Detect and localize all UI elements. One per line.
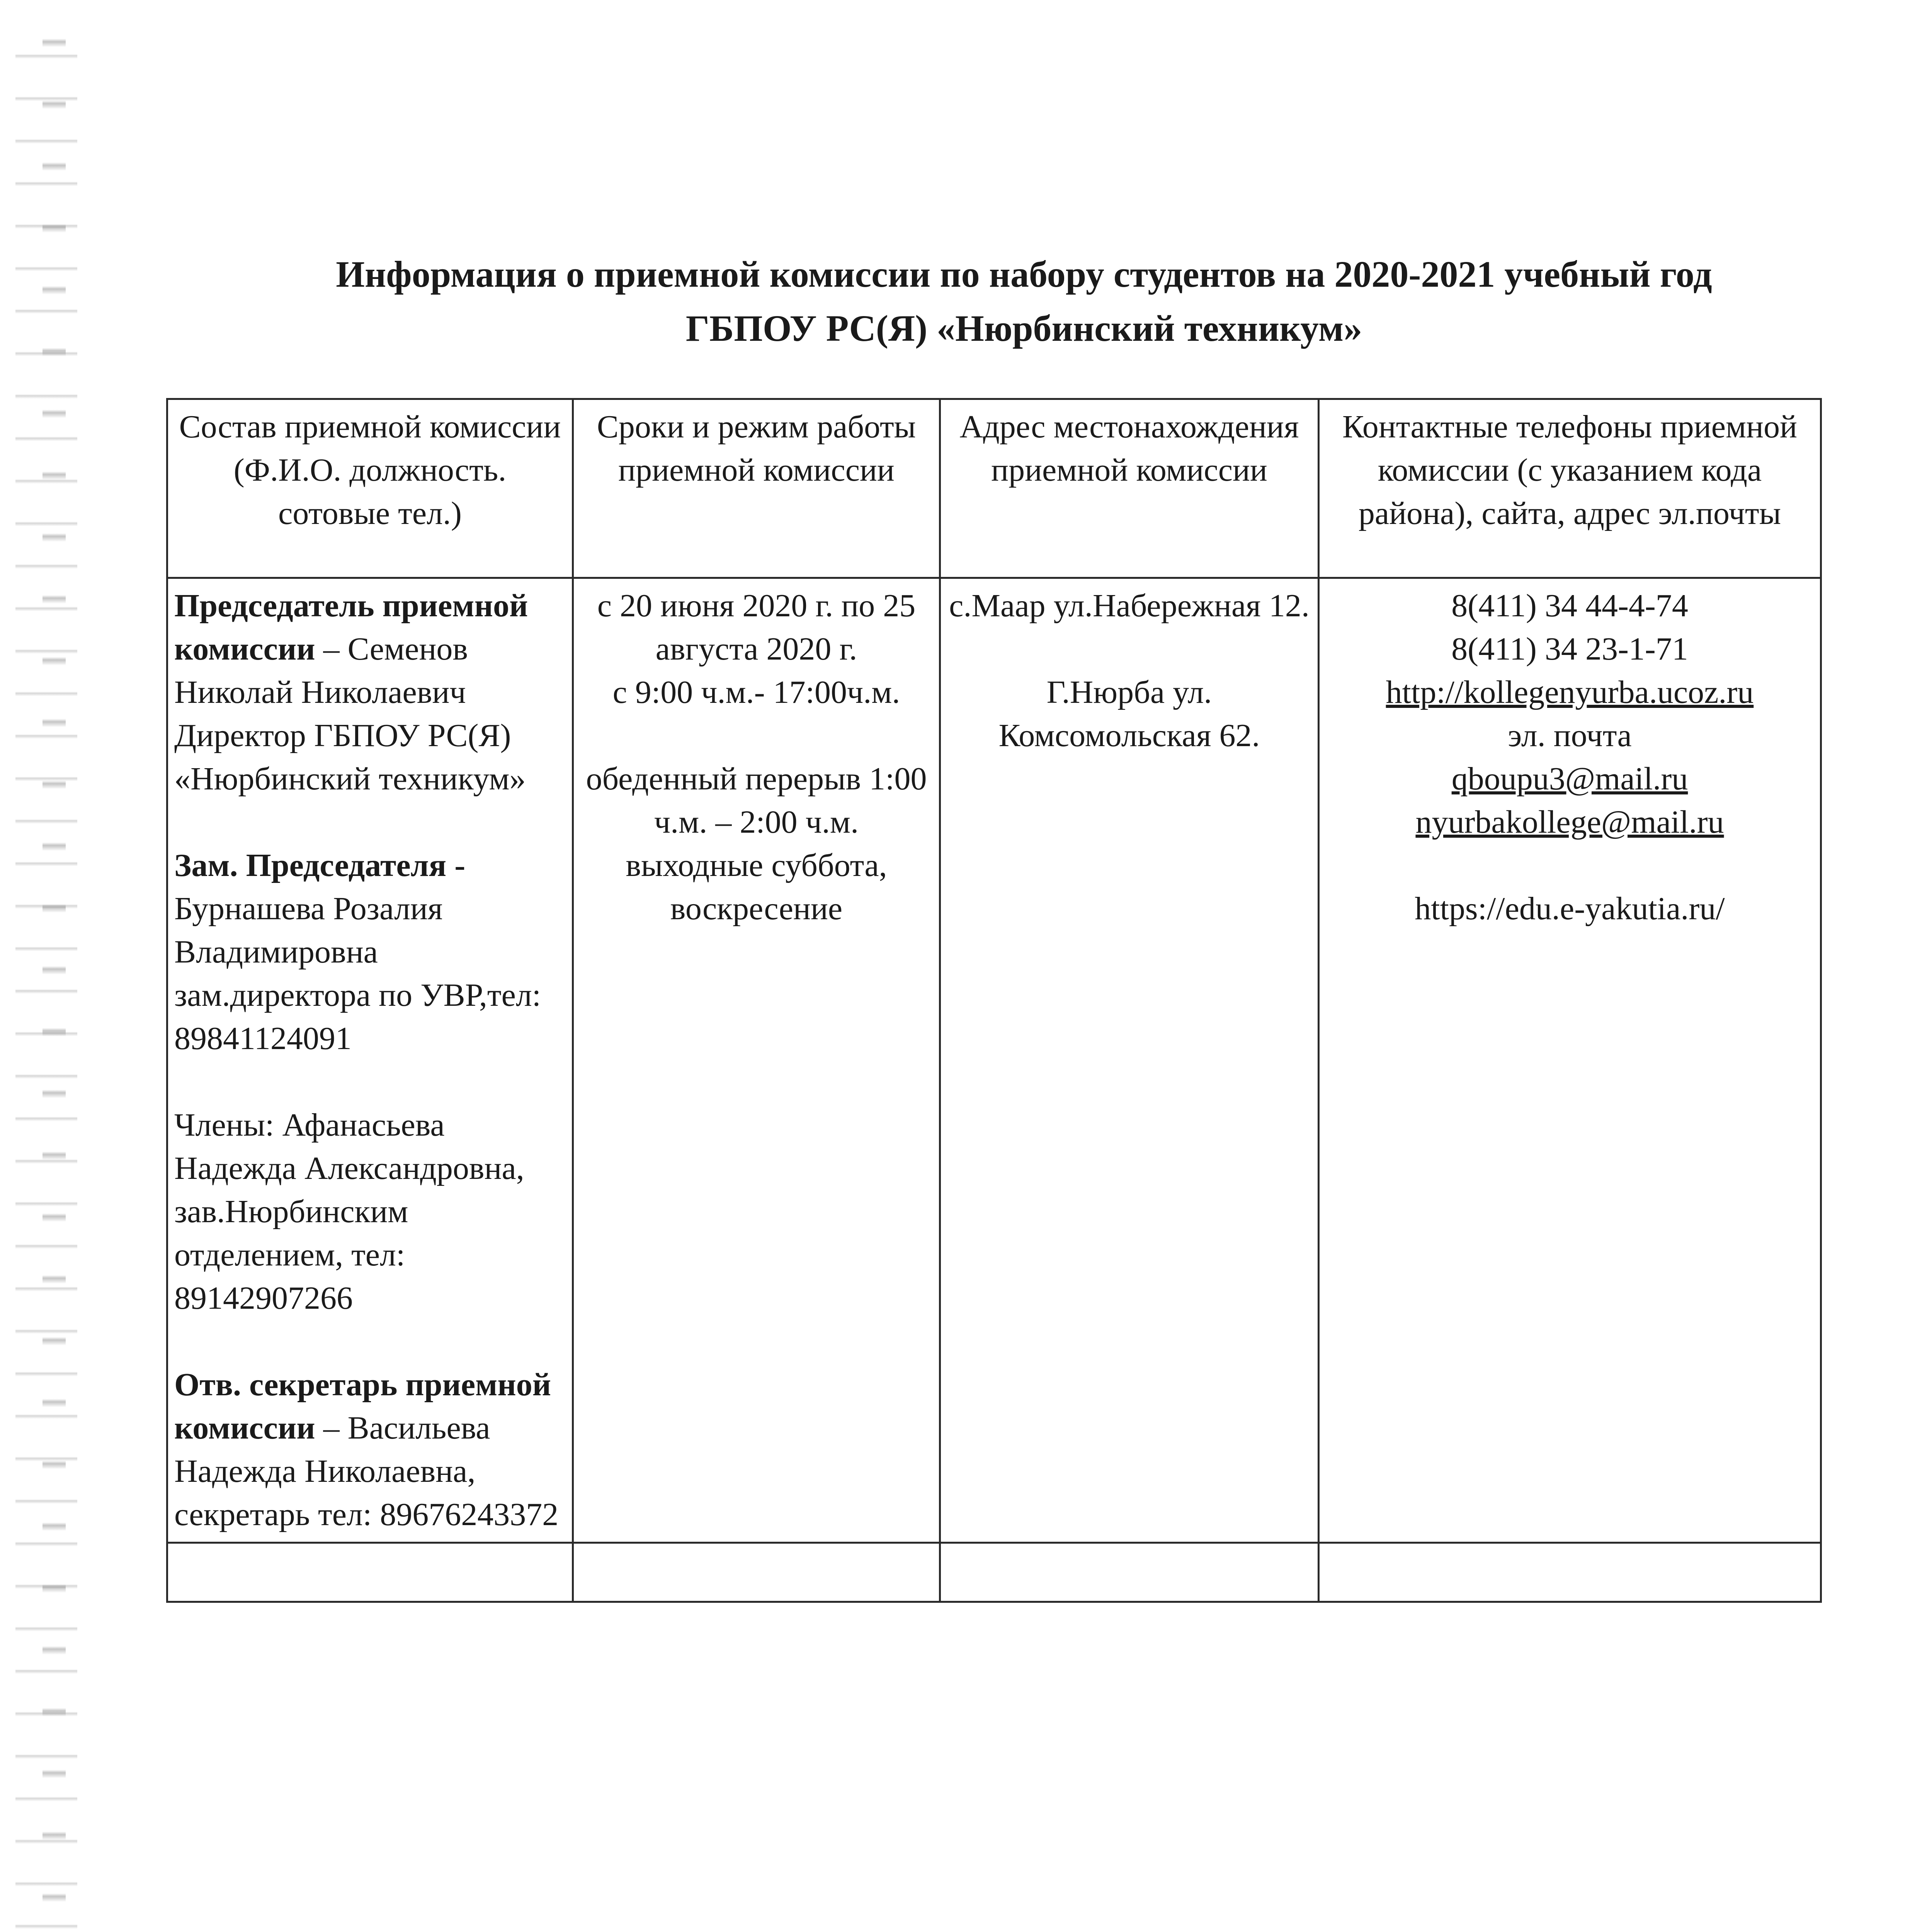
chair-text: – Семенов Николай Николаевич Директор ГБПОУ РС(Я) «Нюрбинский техникум» [174,631,526,797]
empty-cell [1319,1543,1821,1602]
admission-committee-table [166,398,1822,1603]
cell-address [940,578,1319,1543]
empty-cell [573,1543,940,1602]
document-title [270,247,1777,355]
title-line-1: Информация о приемной комиссии по набору студентов на 2020-2021 учебный год [336,253,1712,295]
schedule-period: с 20 июня 2020 г. по 25 августа 2020 г. [597,588,916,667]
title-line-2: ГБПОУ РС(Я) «Нюрбинский техникум» [685,308,1362,349]
cell-schedule [573,578,940,1543]
members-text: Члены: Афанасьева Надежда Александровна, зав.Нюрбинским отделением, тел: 89142907266 [174,1107,524,1316]
schedule-hours: с 9:00 ч.м.- 17:00ч.м. [612,674,900,710]
chair-title: Председатель приемной комиссии [174,588,528,667]
header-contacts: Контактные телефоны приемной комиссии (с указанием кода района), сайта, адрес эл.почты [1319,399,1821,578]
table-row [167,578,1821,1543]
header-schedule: Сроки и режим работы приемной комиссии [573,399,940,578]
site-link[interactable]: http://kollegenyurba.ucoz.ru [1386,674,1754,710]
site-link-2[interactable]: https://edu.e-yakutia.ru/ [1415,891,1725,927]
phone-1: 8(411) 34 44-4-74 [1451,588,1688,624]
empty-cell [167,1543,573,1602]
address-1: с.Маар ул.Набережная 12. [949,588,1310,624]
schedule-days-off: выходные суббота, воскресение [626,847,887,927]
cell-contacts [1319,578,1821,1543]
secretary-title: Отв. секретарь приемной комиссии [174,1367,551,1446]
table-header-row [167,399,1821,578]
address-2: Г.Нюрба ул. Комсомольская 62. [998,674,1260,753]
email-link-1[interactable]: qboupu3@mail.ru [1451,761,1688,797]
table-row-empty [167,1543,1821,1602]
phone-2: 8(411) 34 23-1-71 [1451,631,1688,667]
cell-composition [167,578,573,1543]
scan-edge-artifact-2 [43,39,66,1932]
secretary-text: – Васильева Надежда Николаевна, секретарь тел: 89676243372 [174,1410,559,1532]
deputy-text: Бурнашева Розалия Владимировна зам.директора по УВР,тел: 89841124091 [174,891,541,1056]
schedule-lunch: обеденный перерыв 1:00 ч.м. – 2:00 ч.м. [586,761,927,840]
empty-cell [940,1543,1319,1602]
header-address: Адрес местонахождения приемной комиссии [940,399,1319,578]
header-composition: Состав приемной комиссии (Ф.И.О. должность. сотовые тел.) [167,399,573,578]
email-label: эл. почта [1508,718,1632,753]
email-link-2[interactable]: nyurbakollege@mail.ru [1415,804,1724,840]
deputy-title: Зам. Председателя - [174,847,466,883]
